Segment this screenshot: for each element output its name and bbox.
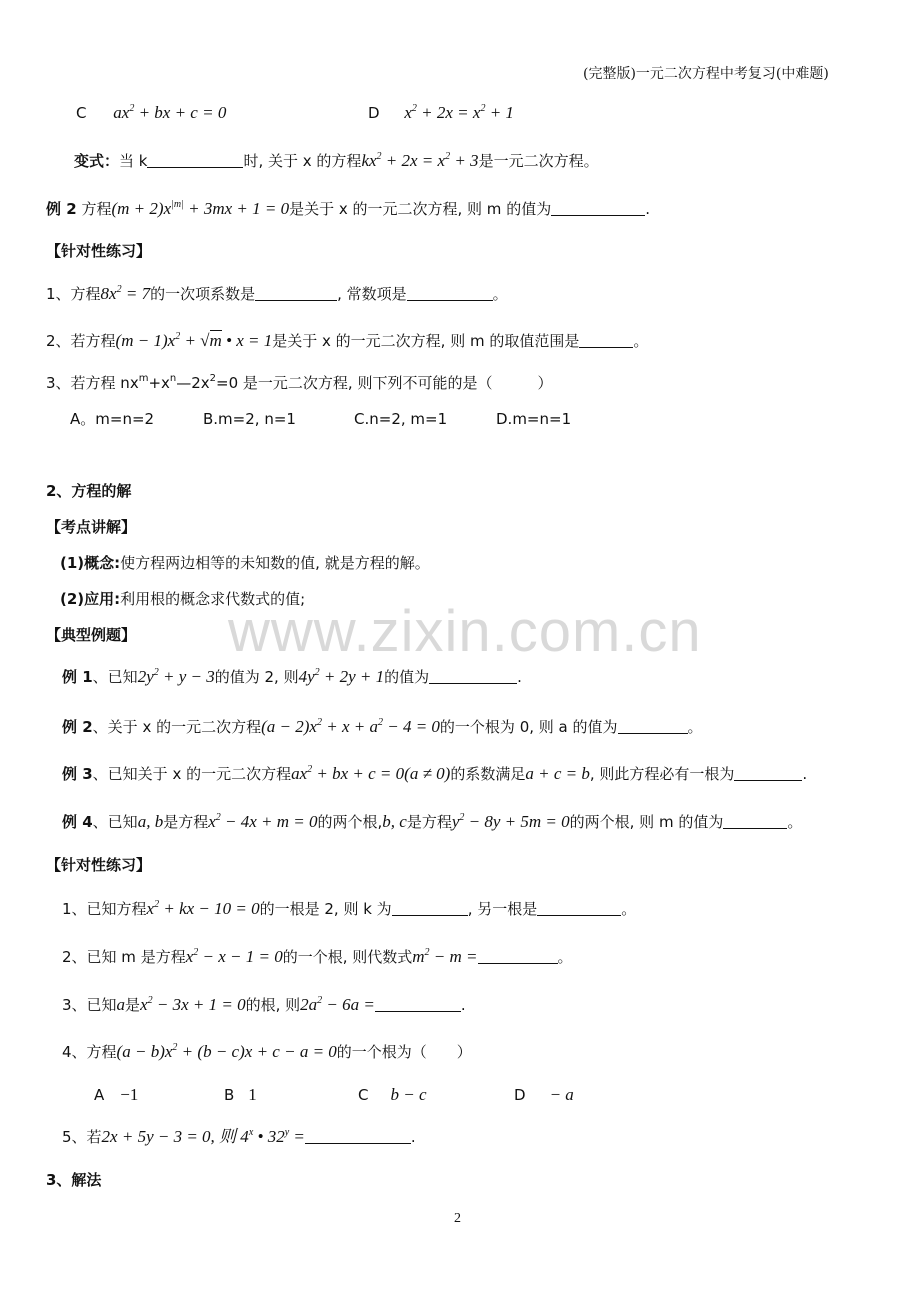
application-line bbox=[60, 589, 305, 609]
choice-label: B bbox=[224, 1086, 235, 1104]
practice2-question-2 bbox=[62, 947, 573, 967]
option-d-label: D bbox=[368, 104, 380, 122]
question-text: 的一个根, 则代数式 bbox=[282, 948, 413, 966]
punctuation: 。 bbox=[492, 285, 508, 303]
example-equation: $ax^2$ + bx + c = 0(a ≠ 0) bbox=[291, 764, 451, 783]
section-title: 3、解法 bbox=[46, 1171, 102, 1189]
practice-question-1 bbox=[46, 284, 508, 304]
punctuation: 。 bbox=[787, 813, 803, 831]
question-expression: $m^2 - m$ = bbox=[412, 947, 478, 966]
example-label: 例 2 bbox=[46, 200, 77, 218]
question-equation: $8x^2 = 7$ bbox=[100, 284, 151, 303]
section-title: 2、方程的解 bbox=[46, 482, 132, 500]
punctuation: 。 bbox=[621, 900, 637, 918]
question-text: 5、若 bbox=[62, 1128, 102, 1146]
question-text: 3、已知 bbox=[62, 996, 117, 1014]
answer-blank[interactable] bbox=[478, 949, 558, 964]
question-text: 2、若方程 bbox=[46, 332, 116, 350]
example-condition: a + c = b bbox=[525, 764, 590, 783]
question-text: =0 是一元二次方程, 则下列不可能的是（ ） bbox=[216, 374, 553, 392]
question-equation: $(a - b)x^2 + (b - c)x + c - a = 0$ bbox=[116, 1042, 337, 1061]
choice-a[interactable] bbox=[94, 1085, 138, 1105]
question-equation: $x^2 - x - 1 = 0$ bbox=[185, 947, 283, 966]
concept-text: 使方程两边相等的未知数的值, 就是方程的解。 bbox=[120, 554, 430, 572]
choice-c[interactable]: C.n=2, m=1 bbox=[354, 410, 448, 428]
question-text: 1、方程 bbox=[46, 285, 101, 303]
example-label: 例 2 bbox=[62, 718, 93, 736]
question-equation: $x^2$ + kx − 10 = 0 bbox=[146, 899, 260, 918]
practice-title: 【针对性练习】 bbox=[46, 856, 152, 874]
question-text: 1、已知方程 bbox=[62, 900, 147, 918]
question-equation: $(m - 1)x^2 + √m$ • x = 1 bbox=[115, 331, 273, 350]
example-2 bbox=[46, 199, 650, 219]
punctuation: 。 bbox=[633, 332, 649, 350]
practice2-question-1 bbox=[62, 899, 636, 919]
typical-example-3 bbox=[62, 764, 807, 784]
example-text: 的值为 2, 则 bbox=[214, 668, 299, 686]
practice2-question-4 bbox=[62, 1042, 472, 1062]
question-equation: $x^2 - 3x + 1 = 0$ bbox=[140, 995, 246, 1014]
choice-label: D bbox=[514, 1086, 526, 1104]
question-text: 的一根是 2, 则 k 为 bbox=[259, 900, 392, 918]
example-expression: $2y^2 + y - 3$ bbox=[137, 667, 215, 686]
question-text: 的一次项系数是 bbox=[150, 285, 256, 303]
example-text: 、已知 bbox=[92, 813, 138, 831]
question-text: 2、已知 m 是方程 bbox=[62, 948, 186, 966]
typical-example-4 bbox=[62, 812, 802, 832]
choice-d[interactable] bbox=[514, 1085, 574, 1105]
watermark: www.zixin.com.cn bbox=[228, 599, 702, 664]
choice-label: A bbox=[94, 1086, 105, 1104]
option-c-equation: $ax^2$ + bx + c = 0 bbox=[113, 103, 227, 122]
practice-title: 【针对性练习】 bbox=[46, 242, 152, 260]
question-text: 是 bbox=[125, 996, 141, 1014]
concept-line bbox=[60, 553, 430, 573]
question-text: 是关于 x 的一元二次方程, 则 m 的取值范围是 bbox=[272, 332, 580, 350]
answer-blank[interactable] bbox=[429, 669, 517, 684]
example-label: 例 1 bbox=[62, 668, 93, 686]
example-equation: $x^2 - 4x + m = 0$ bbox=[208, 812, 318, 831]
option-c-label: C bbox=[76, 104, 87, 122]
example-text-1: 方程 bbox=[81, 200, 112, 218]
question-text: —2x bbox=[176, 374, 210, 392]
answer-blank[interactable] bbox=[375, 997, 461, 1012]
example-variables: a, b bbox=[137, 812, 164, 831]
choice-label: C bbox=[358, 1086, 369, 1104]
option-d-equation: $x^2 + 2x = x^2 + 1$ bbox=[404, 103, 514, 122]
choice-a[interactable]: A。m=n=2 bbox=[70, 410, 155, 428]
variant-text-3: 是一元二次方程。 bbox=[478, 152, 599, 170]
choice-value: − a bbox=[549, 1085, 574, 1104]
question-text: 的根, 则 bbox=[245, 996, 301, 1014]
example-text: 的两个根, bbox=[317, 813, 383, 831]
answer-blank[interactable] bbox=[255, 286, 337, 301]
choice-b[interactable] bbox=[224, 1085, 257, 1105]
answer-blank[interactable] bbox=[618, 719, 688, 734]
choice-b[interactable]: B.m=2, n=1 bbox=[203, 410, 296, 428]
example-text: 的一个根为 0, 则 a 的值为 bbox=[439, 718, 618, 736]
question-text: +x bbox=[148, 374, 170, 392]
example-text: 的系数满足 bbox=[450, 765, 526, 783]
practice2-question-5 bbox=[62, 1127, 416, 1147]
application-text: 利用根的概念求代数式的值; bbox=[120, 590, 306, 608]
example-text: 、关于 x 的一元二次方程 bbox=[92, 718, 262, 736]
question-text: , 常数项是 bbox=[337, 285, 407, 303]
answer-blank[interactable] bbox=[551, 201, 645, 216]
practice-question-3: 3、若方程 $nx^m+x^n—2x^2=0$ 是一元二次方程, 则下列不可能的是（ ） bbox=[46, 373, 553, 392]
variant-text-1: 当 k bbox=[119, 152, 148, 170]
punctuation: . bbox=[410, 1128, 416, 1146]
practice-question-2 bbox=[46, 331, 648, 351]
example-text: 的两个根, 则 m 的值为 bbox=[569, 813, 724, 831]
examples-title: 【典型例题】 bbox=[46, 626, 137, 644]
example-text: 、已知 bbox=[92, 668, 138, 686]
practice2-question-3 bbox=[62, 995, 466, 1015]
example-variables: b, c bbox=[382, 812, 407, 831]
choice-value: 1 bbox=[248, 1085, 257, 1104]
punctuation: . bbox=[517, 668, 522, 686]
example-equation: $(m + 2)x^{|m|} + 3mx + 1 = 0$ bbox=[111, 199, 290, 218]
example-text: 是方程 bbox=[406, 813, 452, 831]
page-number: 2 bbox=[454, 1211, 461, 1226]
typical-example-1 bbox=[62, 667, 522, 687]
answer-blank[interactable] bbox=[147, 153, 243, 168]
question-expression: $2a^2 - 6a$ = bbox=[300, 995, 375, 1014]
option-c-row bbox=[76, 103, 226, 123]
answer-blank[interactable] bbox=[305, 1129, 411, 1144]
question-variable: a bbox=[116, 995, 126, 1014]
punctuation: . bbox=[802, 765, 808, 783]
example-equation: $y^2 - 8y + 5m = 0$ bbox=[451, 812, 570, 831]
example-text: 、已知关于 x 的一元二次方程 bbox=[92, 765, 292, 783]
question-text: 3、若方程 nx bbox=[46, 374, 139, 392]
example-equation: $(a - 2)x^2 + x + a^2 - 4 = 0$ bbox=[261, 717, 440, 736]
variant-equation: $kx^2 + 2x = x^2 + 3$ bbox=[361, 151, 479, 170]
question-equation: 2x + 5y − 3 = 0, 则 4$^x$ • $32^y$ = bbox=[101, 1127, 305, 1146]
answer-blank[interactable] bbox=[734, 766, 802, 781]
example-label: 例 3 bbox=[62, 765, 93, 783]
question-text: 4、方程 bbox=[62, 1043, 117, 1061]
punctuation: . bbox=[645, 200, 650, 218]
answer-blank[interactable] bbox=[392, 901, 468, 916]
option-d-row bbox=[368, 103, 514, 123]
answer-blank[interactable] bbox=[723, 814, 787, 829]
application-label: (2)应用: bbox=[60, 590, 121, 608]
choice-d[interactable]: D.m=n=1 bbox=[496, 410, 572, 428]
choice-value: b − c bbox=[390, 1085, 427, 1104]
punctuation: . bbox=[460, 996, 466, 1014]
example-text: 是方程 bbox=[163, 813, 209, 831]
variant-question bbox=[74, 151, 599, 171]
question-text: , 另一根是 bbox=[467, 900, 538, 918]
answer-blank[interactable] bbox=[537, 901, 621, 916]
typical-example-2 bbox=[62, 717, 703, 737]
choice-value: −1 bbox=[120, 1085, 139, 1104]
example-text: , 则此方程必有一根为 bbox=[589, 765, 735, 783]
example-expression: $4y^2 + 2y + 1$ bbox=[298, 667, 385, 686]
choice-c[interactable] bbox=[358, 1085, 427, 1105]
page-header: (完整版)一元二次方程中考复习(中难题) bbox=[583, 66, 829, 82]
punctuation: 。 bbox=[687, 718, 703, 736]
concept-label: (1)概念: bbox=[60, 554, 121, 572]
answer-blank[interactable] bbox=[407, 286, 493, 301]
variant-text-2: 时, 关于 x 的方程 bbox=[243, 152, 362, 170]
answer-blank[interactable] bbox=[579, 333, 633, 348]
example-text: 的值为 bbox=[384, 668, 430, 686]
points-title: 【考点讲解】 bbox=[46, 518, 137, 536]
example-text-2: 是关于 x 的一元二次方程, 则 m 的值为 bbox=[289, 200, 552, 218]
example-label: 例 4 bbox=[62, 813, 93, 831]
punctuation: 。 bbox=[557, 948, 573, 966]
question-text: 的一个根为（ ） bbox=[336, 1043, 472, 1061]
variant-title: 变式： bbox=[74, 152, 120, 170]
